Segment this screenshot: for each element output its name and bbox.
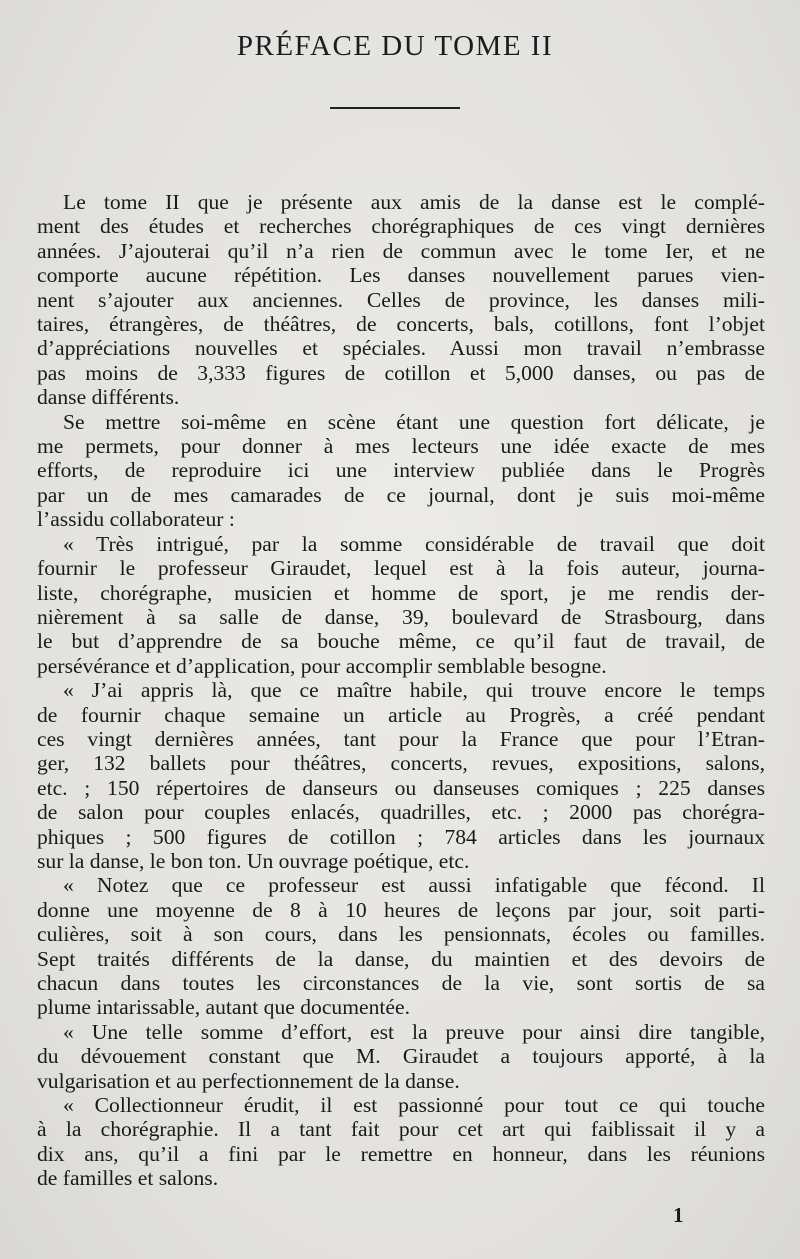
text-line: « J’ai appris là, que ce maître habile, qui trouve encore le temps [63, 678, 765, 703]
text-line: comporte aucune répétition. Les danses nouvellement parues vien- [37, 263, 765, 288]
text-line: de familles et salons. [37, 1166, 219, 1191]
text-line: fournir le professeur Giraudet, lequel est à la fois auteur, journa- [37, 556, 765, 581]
text-line: Le tome II que je présente aux amis de la danse est le complé- [63, 190, 765, 214]
text-line: ces vingt dernières années, tant pour la France que pour l’Etran- [37, 726, 765, 751]
text-line: taires, étrangères, de théâtres, de concerts, bals, cotillons, font l’objet [37, 312, 765, 337]
paragraph-5 [37, 873, 765, 1019]
page-title: PRÉFACE DU TOME II [236, 30, 554, 62]
text-line: années. J’ajouterai qu’il n’a rien de commun avec le tome Ier, et ne [37, 238, 765, 263]
text-line: à la chorégraphie. Il a tant fait pour cet art qui faiblissait il y a [37, 1117, 765, 1142]
text-line: danse différents. [37, 385, 180, 410]
page-number: 1 [673, 1203, 684, 1227]
text-line: de fournir chaque semaine un article au Progrès, a créé pendant [37, 702, 765, 727]
text-line: « Collectionneur érudit, il est passionné pour tout ce qui touche [63, 1093, 765, 1118]
preface-body [37, 190, 765, 1191]
text-line: plume intarissable, autant que documentée. [37, 995, 410, 1020]
text-line: vulgarisation et au perfectionnement de la danse. [37, 1068, 460, 1093]
text-line: me permets, pour donner à mes lecteurs une idée exacte de mes [37, 434, 765, 459]
text-line: le but d’apprendre de sa bouche même, ce qu’il faut de travail, de [37, 629, 765, 654]
text-line: culières, soit à son cours, dans les pensionnats, écoles ou familles. [37, 922, 765, 947]
text-line: de salon pour couples enlacés, quadrilles, etc. ; 2000 pas chorégra- [37, 800, 765, 825]
text-line: du dévouement constant que M. Giraudet a toujours apporté, à la [37, 1044, 765, 1069]
paragraph-4 [37, 678, 765, 873]
paragraph-6 [37, 1020, 765, 1093]
text-line: l’assidu collaborateur : [37, 507, 235, 532]
text-line: nièrement à sa salle de danse, 39, boulevard de Strasbourg, dans [37, 604, 765, 629]
text-line: efforts, de reproduire ici une interview publiée dans le Progrès [37, 458, 765, 483]
text-line: ment des études et recherches chorégraphiques de ces vingt dernières [37, 214, 765, 239]
text-line: etc. ; 150 répertoires de danseurs ou danseuses comiques ; 225 danses [37, 775, 765, 800]
text-line: d’appréciations nouvelles et spéciales. Aussi mon travail n’embrasse [37, 336, 765, 361]
title-rule-divider [330, 107, 460, 109]
text-line: Se mettre soi-même en scène étant une question fort délicate, je [63, 409, 765, 434]
text-line: liste, chorégraphe, musicien et homme de sport, je me rendis der- [37, 580, 765, 605]
text-line: nent s’ajouter aux anciennes. Celles de province, les danses mili- [37, 287, 765, 312]
text-line: sur la danse, le bon ton. Un ouvrage poétique, etc. [37, 848, 470, 873]
text-line: donne une moyenne de 8 à 10 heures de leçons par jour, soit parti- [37, 897, 765, 922]
text-line: « Une telle somme d’effort, est la preuve pour ainsi dire tangible, [63, 1019, 765, 1044]
text-line: phiques ; 500 figures de cotillon ; 784 articles dans les journaux [37, 824, 765, 849]
text-line: par un de mes camarades de ce journal, dont je suis moi-même [37, 482, 765, 507]
text-line: « Très intrigué, par la somme considérable de travail que doit [63, 531, 765, 556]
text-line: dix ans, qu’il a fini par le remettre en honneur, dans les réunions [37, 1141, 765, 1166]
text-line: Sept traités différents de la danse, du maintien et des devoirs de [37, 946, 765, 971]
text-line: pas moins de 3,333 figures de cotillon et 5,000 danses, ou pas de [37, 360, 765, 385]
paragraph-3 [37, 532, 765, 678]
paragraph-2 [37, 410, 765, 532]
text-line: « Notez que ce professeur est aussi infatigable que fécond. Il [63, 873, 765, 898]
text-line: chacun dans toutes les circonstances de la vie, sont sortis de sa [37, 971, 765, 995]
text-line: ger, 132 ballets pour théâtres, concerts, revues, expositions, salons, [37, 751, 765, 776]
paragraph-7 [37, 1093, 765, 1191]
text-line: persévérance et d’application, pour accomplir semblable besogne. [37, 653, 607, 678]
paragraph-1 [37, 190, 765, 410]
